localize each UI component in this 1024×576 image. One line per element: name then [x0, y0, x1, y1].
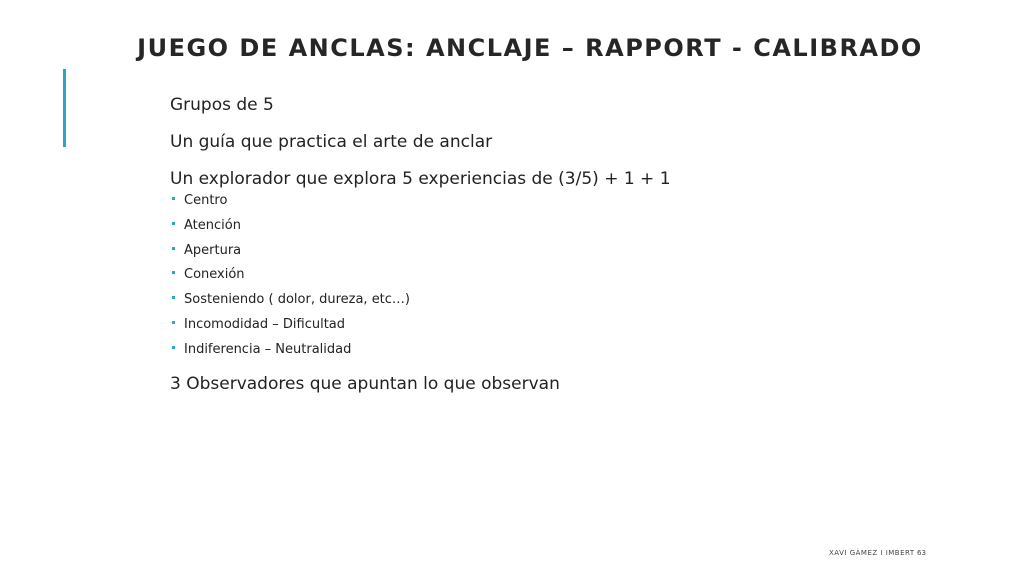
- bullet-icon: [172, 197, 175, 200]
- accent-bar: [63, 69, 66, 147]
- list-item: [170, 266, 890, 284]
- bullet-icon: [172, 346, 175, 349]
- paragraph-observers: 3 Observadores que apuntan lo que observan: [170, 373, 560, 394]
- list-item: [170, 316, 890, 334]
- bullet-icon: [172, 271, 175, 274]
- list-item-label: Indiferencia – Neutralidad: [184, 341, 352, 357]
- bullet-icon: [172, 296, 175, 299]
- page-number: 63: [917, 549, 926, 557]
- experience-list: [170, 192, 890, 359]
- slide-title: JUEGO DE ANCLAS: ANCLAJE – RAPPORT - CALIBRADO: [137, 34, 923, 62]
- bullet-icon: [172, 321, 175, 324]
- list-item-label: Atención: [184, 217, 241, 233]
- list-item: [170, 242, 890, 260]
- list-item-label: Sosteniendo ( dolor, dureza, etc…): [184, 292, 411, 308]
- footer-author: XAVI GÀMEZ I IMBERT: [829, 549, 915, 557]
- list-item-label: Centro: [184, 193, 228, 208]
- list-item: [170, 291, 890, 309]
- paragraph-guide: Un guía que practica el arte de anclar: [170, 132, 493, 152]
- list-item: [170, 341, 890, 359]
- paragraph-explorer: Un explorador que explora 5 experiencias de (3/5) + 1 + 1: [170, 169, 671, 189]
- bullet-icon: [172, 222, 175, 225]
- list-item: [170, 192, 890, 210]
- slide-content: [170, 94, 890, 395]
- list-item-label: Apertura: [184, 242, 242, 258]
- list-item-label: Conexión: [184, 267, 245, 283]
- list-item-label: Incomodidad – Dificultad: [184, 316, 346, 332]
- list-item: [170, 217, 890, 235]
- bullet-icon: [172, 247, 175, 250]
- paragraph-groups: Grupos de 5: [170, 95, 274, 115]
